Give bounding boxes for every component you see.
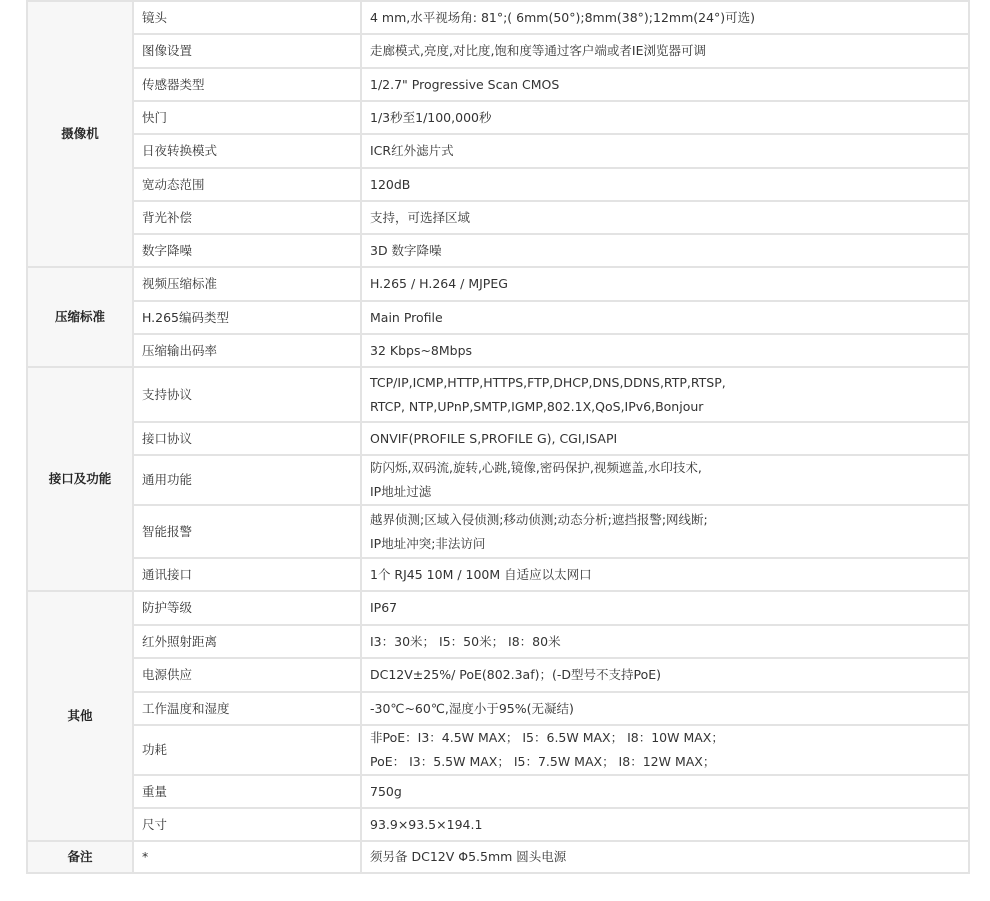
spec-value-line: 93.9×93.5×194.1	[370, 816, 483, 832]
spec-row	[27, 201, 969, 234]
spec-row	[27, 367, 969, 422]
spec-row	[27, 168, 969, 201]
spec-table	[26, 0, 970, 874]
spec-label: 防护等级	[133, 591, 361, 625]
spec-label: 压缩输出码率	[133, 334, 361, 367]
spec-row	[27, 808, 969, 841]
spec-label: 图像设置	[133, 34, 361, 68]
spec-table-body	[27, 1, 969, 873]
spec-value-line: IP67	[370, 600, 398, 615]
spec-value	[361, 168, 969, 201]
spec-value-line: 1/3秒至1/100,000秒	[370, 109, 492, 125]
spec-row	[27, 558, 969, 591]
spec-label: 镜头	[133, 1, 361, 34]
section-category: 备注	[27, 841, 133, 873]
spec-label: 宽动态范围	[133, 168, 361, 201]
spec-label: H.265编码类型	[133, 301, 361, 334]
spec-value-line: 1/2.7" Progressive Scan CMOS	[370, 76, 560, 92]
spec-value	[361, 334, 969, 367]
spec-value	[361, 101, 969, 134]
spec-value	[361, 692, 969, 725]
spec-value	[361, 1, 969, 34]
spec-value-line: 1个 RJ45 10M / 100M 自适应以太网口	[370, 566, 592, 582]
spec-value-line: 走廊模式,亮度,对比度,饱和度等通过客户端或者IE浏览器可调	[370, 43, 707, 58]
spec-value	[361, 558, 969, 591]
spec-label: 日夜转换模式	[133, 134, 361, 168]
spec-row	[27, 775, 969, 808]
spec-label: 工作温度和湿度	[133, 692, 361, 725]
spec-value-line: 越界侦测;区域入侵侦测;移动侦测;动态分析;遮挡报警;网线断;	[370, 511, 708, 527]
spec-value	[361, 625, 969, 658]
spec-value	[361, 658, 969, 692]
spec-value-line: 非PoE：I3：4.5W MAX； I5：6.5W MAX； I8：10W MAX；	[370, 730, 724, 745]
spec-value	[361, 775, 969, 808]
section-category: 压缩标准	[27, 267, 133, 367]
spec-label: *	[133, 841, 361, 873]
spec-value-line: 防闪烁,双码流,旋转,心跳,镜像,密码保护,视频遮盖,水印技术,	[370, 460, 702, 475]
section-category: 接口及功能	[27, 367, 133, 591]
spec-label: 功耗	[133, 725, 361, 775]
spec-value	[361, 725, 969, 775]
spec-value	[361, 301, 969, 334]
spec-value-line: 3D 数字降噪	[370, 242, 442, 258]
spec-label: 通讯接口	[133, 558, 361, 591]
spec-value	[361, 34, 969, 68]
spec-value-line: ICR红外滤片式	[370, 143, 454, 158]
spec-row	[27, 725, 969, 775]
spec-value-line: Main Profile	[370, 309, 443, 325]
spec-label: 快门	[133, 101, 361, 134]
spec-row	[27, 505, 969, 558]
section-category: 其他	[27, 591, 133, 841]
spec-label: 支持协议	[133, 367, 361, 422]
spec-row	[27, 234, 969, 267]
spec-row	[27, 68, 969, 101]
spec-value-line: 750g	[370, 783, 402, 799]
spec-row	[27, 658, 969, 692]
spec-value	[361, 591, 969, 625]
spec-row	[27, 625, 969, 658]
spec-label: 电源供应	[133, 658, 361, 692]
spec-value-line: 32 Kbps~8Mbps	[370, 342, 473, 358]
spec-row	[27, 1, 969, 34]
spec-value-line: IP地址过滤	[370, 484, 432, 499]
spec-label: 智能报警	[133, 505, 361, 558]
spec-value-line: ONVIF(PROFILE S,PROFILE G), CGI,ISAPI	[370, 430, 618, 446]
spec-row	[27, 301, 969, 334]
spec-value	[361, 234, 969, 267]
spec-label: 传感器类型	[133, 68, 361, 101]
spec-value	[361, 841, 969, 873]
spec-label: 通用功能	[133, 455, 361, 505]
spec-value-line: -30℃~60℃,湿度小于95%(无凝结)	[370, 700, 574, 716]
spec-label: 重量	[133, 775, 361, 808]
spec-label: 接口协议	[133, 422, 361, 455]
spec-label: 尺寸	[133, 808, 361, 841]
spec-value	[361, 267, 969, 301]
spec-row	[27, 841, 969, 873]
spec-value-line: 4 mm,水平视场角: 81°;( 6mm(50°);8mm(38°);12mm(24°)可选)	[370, 9, 756, 25]
spec-label: 背光补偿	[133, 201, 361, 234]
spec-value-line: PoE： I3：5.5W MAX； I5：7.5W MAX； I8：12W MAX；	[370, 754, 716, 769]
spec-value-line: DC12V±25%/ PoE(802.3af)；(-D型号不支持PoE)	[370, 667, 662, 682]
spec-row	[27, 334, 969, 367]
spec-value	[361, 134, 969, 168]
spec-value	[361, 68, 969, 101]
spec-row	[27, 134, 969, 168]
spec-value	[361, 367, 969, 422]
spec-row	[27, 455, 969, 505]
spec-value	[361, 808, 969, 841]
spec-value-line: IP地址冲突;非法访问	[370, 535, 486, 551]
spec-row	[27, 591, 969, 625]
spec-value-line: 须另备 DC12V Φ5.5mm 圆头电源	[370, 849, 567, 864]
spec-row	[27, 267, 969, 301]
spec-row	[27, 101, 969, 134]
spec-value	[361, 422, 969, 455]
spec-value-line: TCP/IP,ICMP,HTTP,HTTPS,FTP,DHCP,DNS,DDNS,RTP,RTSP,	[370, 374, 726, 390]
spec-value	[361, 455, 969, 505]
spec-value-line: 120dB	[370, 176, 411, 192]
spec-value-line: RTCP, NTP,UPnP,SMTP,IGMP,802.1X,QoS,IPv6,Bonjour	[370, 398, 704, 414]
spec-label: 视频压缩标准	[133, 267, 361, 301]
spec-value-line: I3：30米； I5：50米； I8：80米	[370, 633, 561, 649]
spec-label: 数字降噪	[133, 234, 361, 267]
spec-row	[27, 692, 969, 725]
spec-row	[27, 34, 969, 68]
spec-value-line: 支持，可选择区域	[370, 209, 471, 225]
spec-value	[361, 201, 969, 234]
spec-value	[361, 505, 969, 558]
spec-label: 红外照射距离	[133, 625, 361, 658]
spec-row	[27, 422, 969, 455]
spec-value-line: H.265 / H.264 / MJPEG	[370, 276, 508, 291]
section-category: 摄像机	[27, 1, 133, 267]
